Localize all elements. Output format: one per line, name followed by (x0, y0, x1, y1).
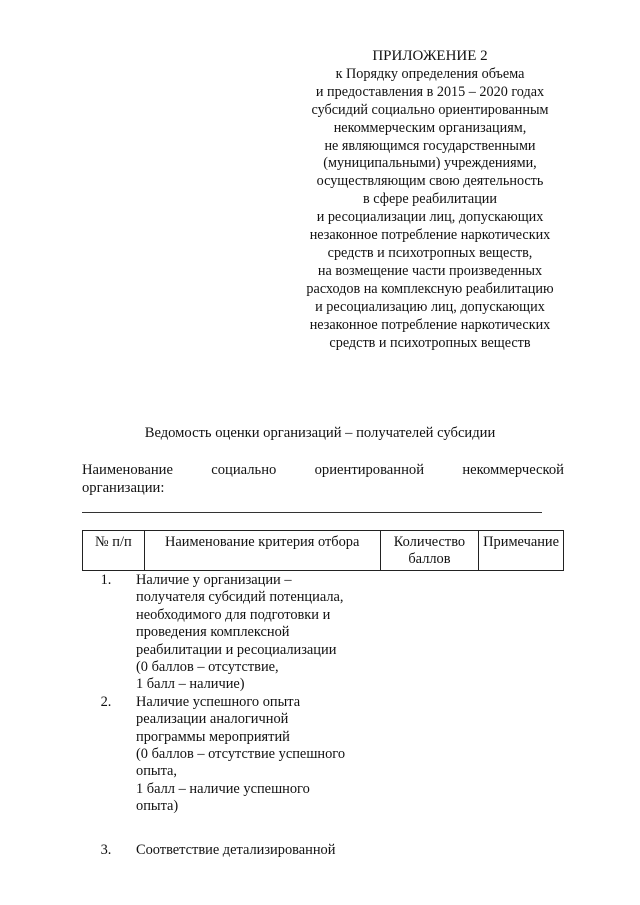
header-criterion-name: Наименование критерия отбора (144, 531, 380, 571)
appendix-line: к Порядку определения объема (335, 65, 525, 82)
appendix-header (270, 48, 590, 352)
criterion-line: реализации аналогичной (136, 711, 289, 728)
criterion-line: программы мероприятий (136, 728, 290, 745)
appendix-line: средств и психотропных веществ (329, 334, 531, 351)
criterion-line: опыта) (136, 798, 179, 815)
criterion-row (82, 842, 564, 859)
appendix-line: субсидий социально ориентированным (311, 101, 549, 118)
criterion-line: опыта, (136, 763, 178, 780)
appendix-line: в сфере реабилитации (363, 191, 497, 208)
criterion-line: проведения комплексной (136, 624, 290, 641)
criterion-line: (0 баллов – отсутствие успешного (136, 746, 346, 763)
criterion-line: 1 балл – наличие успешного (136, 780, 310, 797)
criterion-line: Наличие у организации – (136, 572, 292, 588)
appendix-line: на возмещение части произведенных (317, 262, 543, 279)
org-label-word: Наименование (82, 462, 173, 478)
criterion-number: 3. (100, 841, 112, 858)
org-label-word: организации: (82, 480, 165, 496)
criterion-line: Соответствие детализированной (136, 841, 336, 858)
criterion-text (136, 572, 368, 694)
header-score: Количество баллов (380, 531, 478, 571)
appendix-line: (муниципальными) учреждениями, (323, 155, 537, 172)
criterion-row (82, 572, 564, 694)
criteria-table-header (82, 530, 564, 571)
appendix-title: ПРИЛОЖЕНИЕ 2 (372, 48, 488, 64)
appendix-line: средств и психотропных веществ, (327, 244, 533, 261)
criterion-line: получателя субсидий потенциала, (136, 589, 344, 606)
criterion-text (136, 694, 368, 816)
appendix-line: осуществляющим свою деятельность (316, 173, 544, 190)
appendix-line: и предоставления в 2015 – 2020 годах (315, 83, 545, 100)
org-label-word: социально (211, 462, 277, 478)
criterion-number: 1. (100, 572, 112, 588)
criterion-line: Наличие успешного опыта (136, 693, 301, 710)
criterion-number: 2. (100, 693, 112, 710)
appendix-line: расходов на комплексную реабилитацию (306, 280, 554, 297)
appendix-line: и ресоциализации лиц, допускающих (316, 209, 544, 226)
org-label-word: некоммерческой (462, 462, 564, 478)
criterion-line: необходимого для подготовки и (136, 606, 331, 623)
appendix-line: некоммерческим организациям, (333, 119, 527, 136)
criterion-row (82, 694, 564, 816)
appendix-line: незаконное потребление наркотических (309, 316, 551, 333)
criteria-list (82, 572, 564, 859)
appendix-line: и ресоциализацию лиц, допускающих (315, 298, 545, 315)
criterion-text (136, 842, 368, 859)
criterion-line: реабилитации и ресоциализации (136, 641, 337, 658)
document-title: Ведомость оценки организаций – получателей субсидии (144, 425, 496, 441)
org-label-word: ориентированной (314, 462, 424, 478)
criterion-line: (0 баллов – отсутствие, (136, 659, 279, 676)
criterion-line: 1 балл – наличие) (136, 676, 245, 693)
organization-name-label (82, 461, 564, 497)
organization-name-underline (82, 512, 542, 513)
header-num: № п/п (83, 531, 145, 571)
appendix-line: незаконное потребление наркотических (309, 227, 551, 244)
header-note: Примечание (479, 531, 564, 571)
appendix-line: не являющимся государственными (324, 137, 536, 154)
